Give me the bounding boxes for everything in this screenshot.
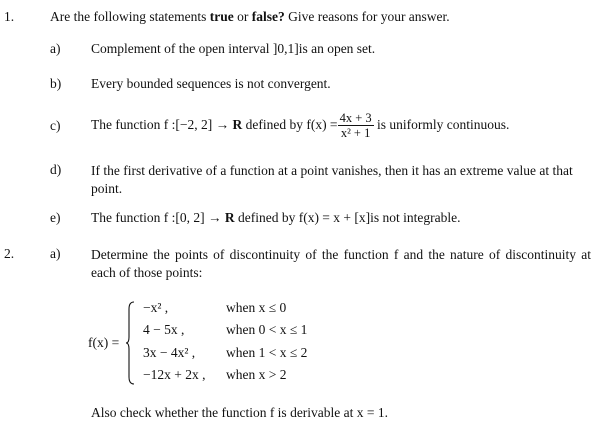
question-2-number: 2. — [4, 246, 15, 261]
piecewise-brace — [126, 301, 135, 385]
piece-2-cond: when 0 < x ≤ 1 — [226, 322, 308, 337]
item-a-label: a) — [50, 41, 61, 56]
piece-3-expr: 3x − 4x² , — [143, 345, 196, 360]
item-b-label: b) — [50, 76, 62, 91]
question-1-intro: Are the following statements true or false? Give reasons for your answer. — [50, 9, 450, 24]
q2-also-text: Also check whether the function f is derivable at x = 1. — [91, 405, 389, 420]
piece-1-expr: −x² , — [143, 300, 169, 315]
item-c-label: c) — [50, 118, 61, 133]
q2-a-text: Determine the points of discontinuity of the function f and the nature of discontinuity at each of those points: — [91, 247, 591, 280]
item-c-text: The function f :[−2, 2] → R defined by f(x) = $\frac{4x + 3}{\text{x² + 1}}$ is uniformly continuous. — [91, 111, 510, 141]
q2-a-label: a) — [50, 246, 61, 261]
item-d-text: If the first derivative of a function at a point vanishes, then it has an extreme value at that point. — [91, 163, 573, 196]
fx-label: f(x) = — [88, 335, 120, 350]
item-b-text: Every bounded sequences is not convergent. — [91, 76, 331, 91]
question-1-number: 1. — [4, 9, 15, 24]
piece-4-expr: −12x + 2x , — [143, 367, 206, 382]
piece-3-cond: when 1 < x ≤ 2 — [226, 345, 308, 360]
fraction: $\frac{4x + 3}{\text{x² + 1}}$ — [339, 111, 372, 141]
item-a-text: Complement of the open interval ]0,1]is an open set. — [91, 41, 376, 56]
item-d-label: d) — [50, 162, 62, 177]
item-e-label: e) — [50, 210, 61, 225]
piece-4-cond: when x > 2 — [226, 367, 287, 382]
item-e-text: The function f :[0, 2] → R defined by f(x) = x + [x]is not integrable. — [91, 210, 461, 225]
piece-1-cond: when x ≤ 0 — [226, 300, 287, 315]
piece-2-expr: 4 − 5x , — [143, 322, 185, 337]
